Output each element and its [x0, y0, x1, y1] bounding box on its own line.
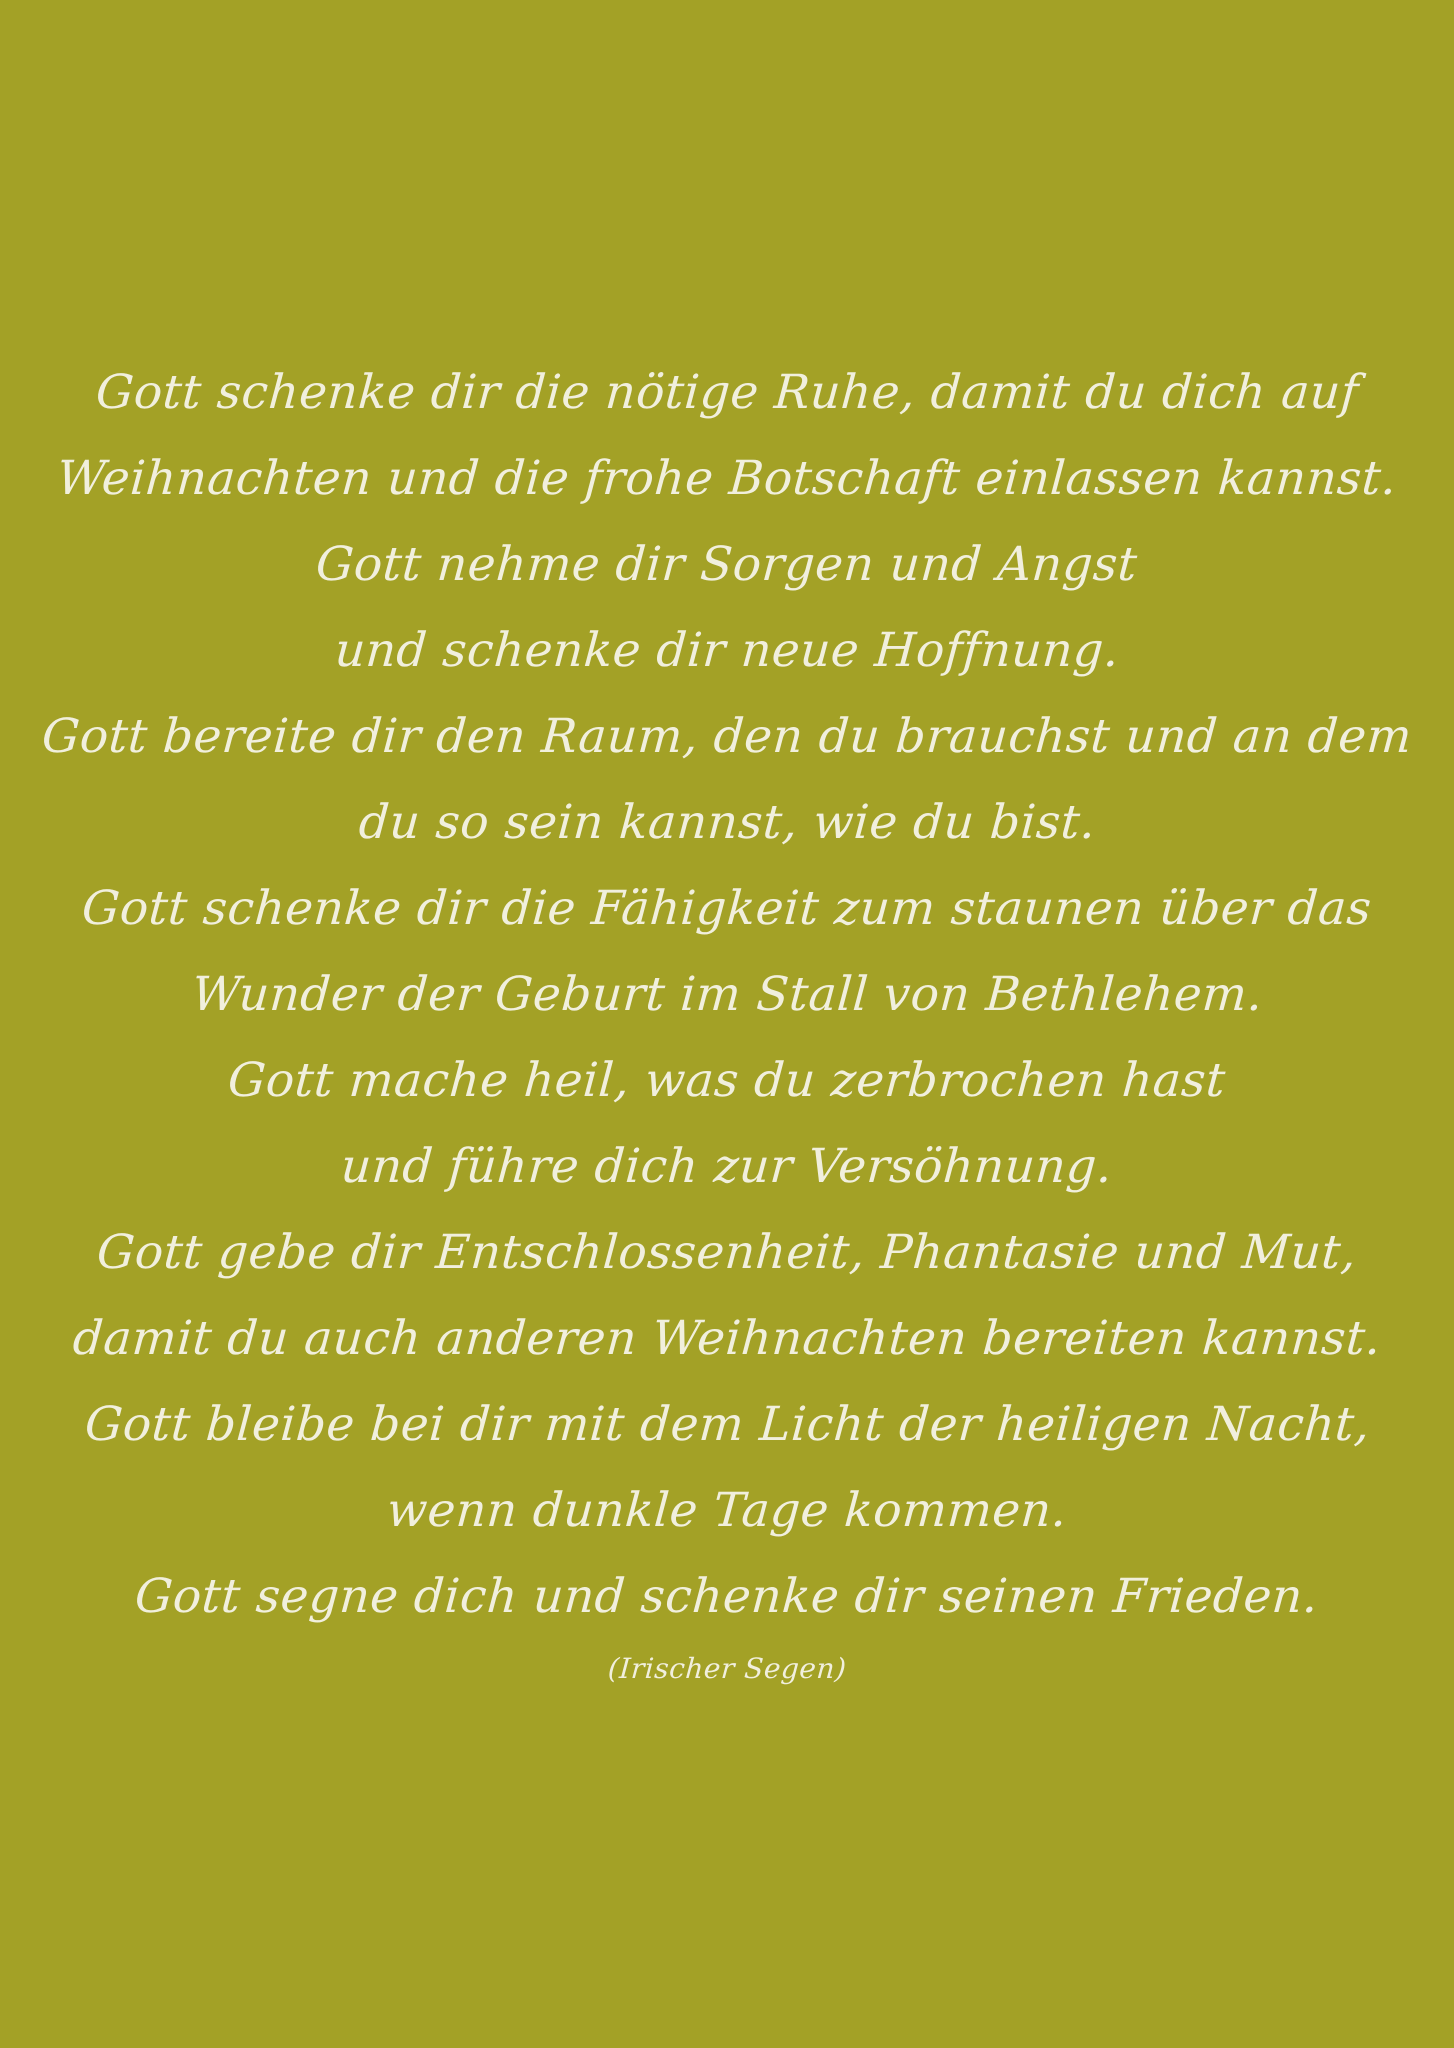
poem-line: Wunder der Geburt im Stall von Bethlehem. — [189, 967, 1265, 1022]
poem-line: damit du auch anderen Weihnachten bereiten kannst. — [71, 1311, 1383, 1366]
poem-line: Gott mache heil, was du zerbrochen hast — [226, 1053, 1228, 1108]
poem-line: Gott segne dich und schenke dir seinen Frieden. — [133, 1569, 1321, 1624]
poem-line: und schenke dir neue Hoffnung. — [333, 623, 1122, 678]
poem-line: Gott schenke dir die nötige Ruhe, damit du dich auf — [93, 365, 1361, 420]
poem-line: Gott gebe dir Entschlossenheit, Phantasie und Mut, — [95, 1225, 1359, 1280]
poem-line: Weihnachten und die frohe Botschaft einlassen kannst. — [55, 451, 1399, 506]
poem-line: du so sein kannst, wie du bist. — [356, 795, 1098, 850]
poem-line: Gott bereite dir den Raum, den du brauchst und an dem — [40, 709, 1414, 764]
poem-line: Gott schenke dir die Fähigkeit zum staunen über das — [80, 881, 1374, 936]
poem-line: und führe dich zur Versöhnung. — [339, 1139, 1115, 1194]
poem-line: Gott bleibe bei dir mit dem Licht der heiligen Nacht, — [82, 1397, 1372, 1452]
poem-line: wenn dunkle Tage kommen. — [385, 1483, 1069, 1538]
blessing-poem — [0, 350, 1454, 1698]
poem-attribution: (Irischer Segen) — [606, 1652, 848, 1685]
poem-line: Gott nehme dir Sorgen und Angst — [314, 537, 1140, 592]
